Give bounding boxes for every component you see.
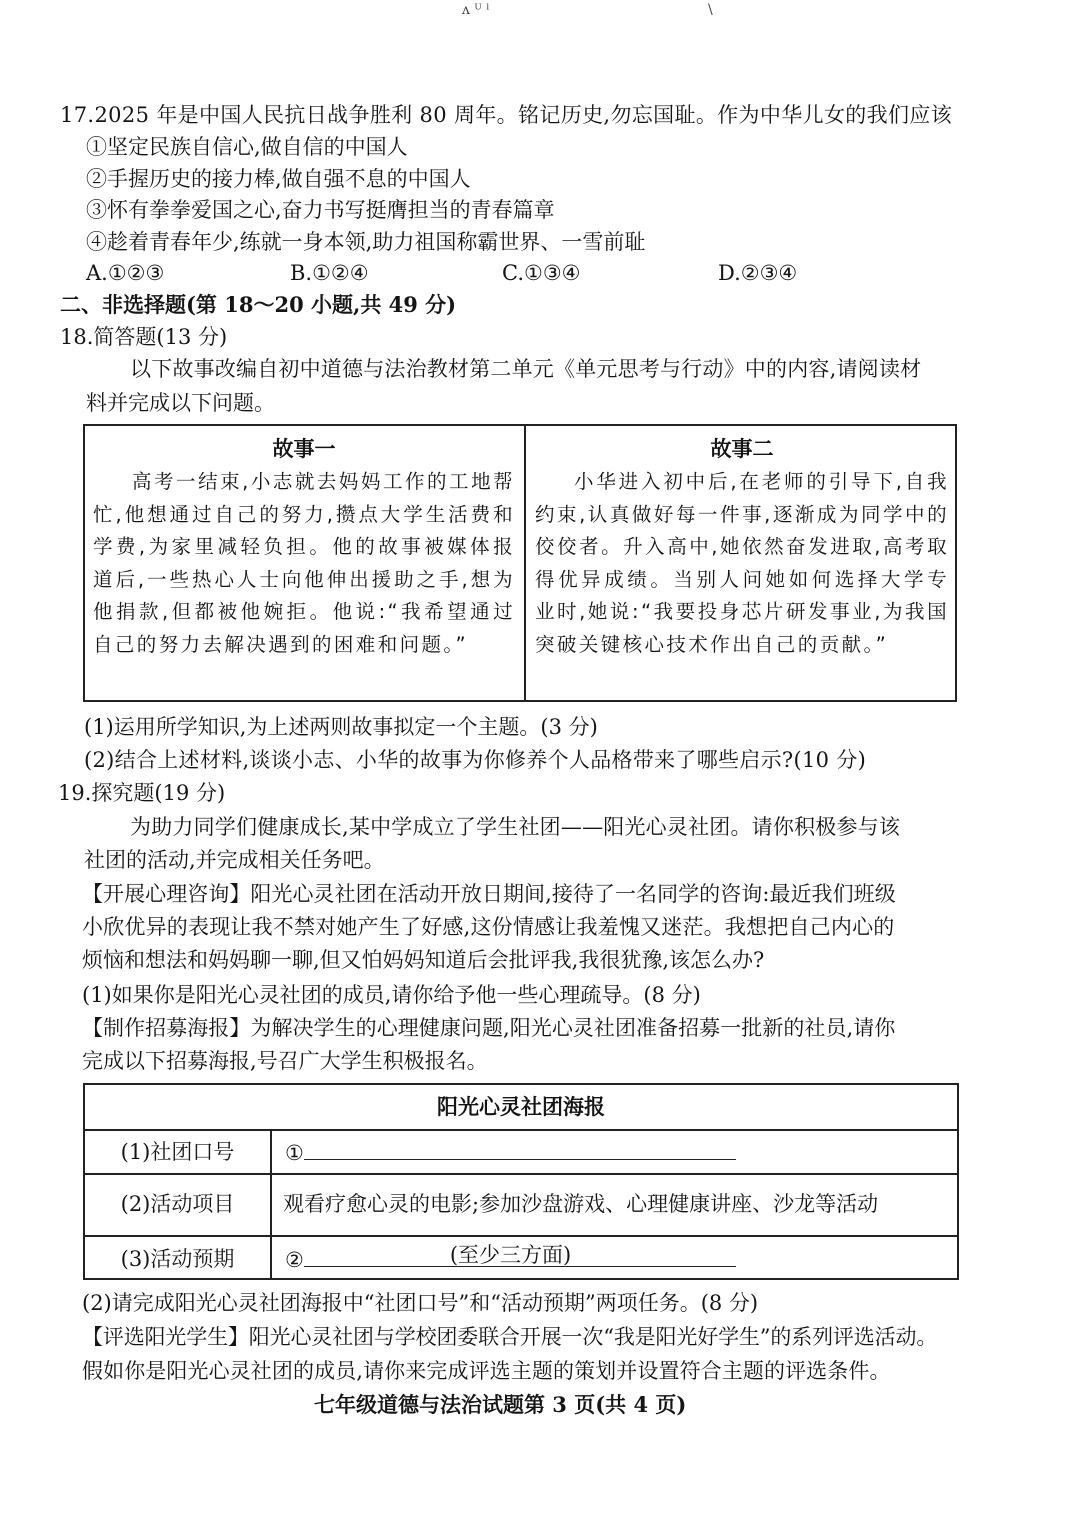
poster-label-expectation: (3)活动预期 xyxy=(120,1247,235,1271)
blank-marker-2: ② xyxy=(285,1248,304,1272)
q17-stem: 17.2025 年是中国人民抗日战争胜利 80 周年。铭记历史,勿忘国耻。作为中华儿女的我们应该 xyxy=(60,103,953,127)
top-scan-mark: ʌ ᵁ ˡ xyxy=(462,2,490,18)
q19-consult-2: 小欣优异的表现让我不禁对她产生了好感,这份情感让我羞愧又迷茫。我想把自己内心的 xyxy=(82,915,895,939)
q17-options xyxy=(86,258,846,288)
story-1-title: 故事一 xyxy=(272,436,336,461)
poster-row-expectation xyxy=(85,1235,957,1280)
q19-poster-intro-cont: 完成以下招募海报,号召广大学生积极报名。 xyxy=(82,1049,488,1073)
story-2-title: 故事二 xyxy=(710,436,774,461)
answer-blank-expectation[interactable] xyxy=(304,1244,736,1267)
q19-intro-cont: 社团的活动,并完成相关任务吧。 xyxy=(84,848,385,872)
q18-sub-1: (1)运用所学知识,为上述两则故事拟定一个主题。(3 分) xyxy=(84,715,598,739)
q17-item-3: ③怀有拳拳爱国之心,奋力书写挺膺担当的青春篇章 xyxy=(86,198,555,222)
poster-value-slogan xyxy=(285,1137,736,1168)
q17-item-4: ④趁着青春年少,练就一身本领,助力祖国称霸世界、一雪前耻 xyxy=(86,230,646,254)
q17-option-d: D.②③④ xyxy=(718,261,798,285)
q17-item-1: ①坚定民族自信心,做自信的中国人 xyxy=(86,135,408,159)
q17-option-a: A.①②③ xyxy=(86,261,165,285)
top-scan-mark-right: \ xyxy=(708,2,713,18)
q17-item-2: ②手握历史的接力棒,做自强不息的中国人 xyxy=(86,167,471,191)
story-1-body: 高考一结束,小志就去妈妈工作的工地帮忙,他想通过自己的努力,攒点大学生活费和学费,为家里减轻负担。他的故事被媒体报道后,一些热心人士向他伸出援助之手,想为他捐款,但都被他婉拒。他说:“我希望通过自己的努力去解决遇到的困难和问题。” xyxy=(93,470,515,656)
q19-select-2: 假如你是阳光心灵社团的成员,请你来完成评选主题的策划并设置符合主题的评选条件。 xyxy=(82,1359,891,1383)
q18-sub-2: (2)结合上述材料,谈谈小志、小华的故事为你修养个人品格带来了哪些启示?(10 分) xyxy=(84,748,867,772)
poster-table xyxy=(83,1083,959,1280)
story-1 xyxy=(93,432,515,694)
q19-consult-3: 烦恼和想法和妈妈聊一聊,但又怕妈妈知道后会批评我,我很犹豫,该怎么办? xyxy=(82,948,765,972)
q18-intro-cont: 料并完成以下问题。 xyxy=(86,391,275,415)
story-2 xyxy=(535,432,949,694)
q19-sub-1: (1)如果你是阳光心灵社团的成员,请你给予他一些心理疏导。(8 分) xyxy=(82,983,701,1007)
blank-marker-1: ① xyxy=(285,1141,304,1165)
q17-option-b: B.①②④ xyxy=(290,261,369,285)
poster-row-activities xyxy=(85,1173,957,1235)
poster-label-activities: (2)活动项目 xyxy=(120,1192,235,1216)
story-2-body: 小华进入初中后,在老师的引导下,自我约束,认真做好每一件事,逐渐成为同学中的佼佼者。升入高中,她依然奋发进取,高考取得优异成绩。当别人问她如何选择大学专业时,她说:“我要投身芯片研发事业,为我国突破关键核心技术作出自己的贡献。” xyxy=(535,470,949,656)
poster-label-slogan: (1)社团口号 xyxy=(120,1140,235,1164)
page-footer: 七年级道德与法治试题第 3 页(共 4 页) xyxy=(314,1392,687,1417)
q18-title: 18.简答题(13 分) xyxy=(60,325,228,349)
q19-title: 19.探究题(19 分) xyxy=(58,781,226,805)
q19-select-1: 【评选阳光学生】阳光心灵社团与学校团委联合开展一次“我是阳光好学生”的系列评选活动。 xyxy=(82,1325,938,1349)
poster-value-expectation xyxy=(285,1244,736,1275)
q18-intro: 以下故事改编自初中道德与法治教材第二单元《单元思考与行动》中的内容,请阅读材 xyxy=(130,357,922,381)
expectation-hint: (至少三方面) xyxy=(449,1243,572,1267)
q19-sub-2: (2)请完成阳光心灵社团海报中“社团口号”和“活动预期”两项任务。(8 分) xyxy=(82,1291,759,1315)
section-2-heading: 二、非选择题(第 18～20 小题,共 49 分) xyxy=(60,292,457,317)
q19-intro: 为助力同学们健康成长,某中学成立了学生社团——阳光心灵社团。请你积极参与该 xyxy=(130,815,901,839)
poster-row-slogan xyxy=(85,1129,957,1173)
q19-poster-intro: 【制作招募海报】为解决学生的心理健康问题,阳光心灵社团准备招募一批新的社员,请你 xyxy=(82,1016,896,1040)
q19-consult-1: 【开展心理咨询】阳光心灵社团在活动开放日期间,接待了一名同学的咨询:最近我们班级 xyxy=(82,882,896,906)
story-table xyxy=(83,424,957,702)
poster-value-activities: 观看疗愈心灵的电影;参加沙盘游戏、心理健康讲座、沙龙等活动 xyxy=(283,1192,879,1216)
q17-option-c: C.①③④ xyxy=(502,261,581,285)
poster-title: 阳光心灵社团海报 xyxy=(437,1094,605,1119)
story-divider xyxy=(524,426,526,700)
answer-blank-slogan[interactable] xyxy=(304,1137,736,1160)
